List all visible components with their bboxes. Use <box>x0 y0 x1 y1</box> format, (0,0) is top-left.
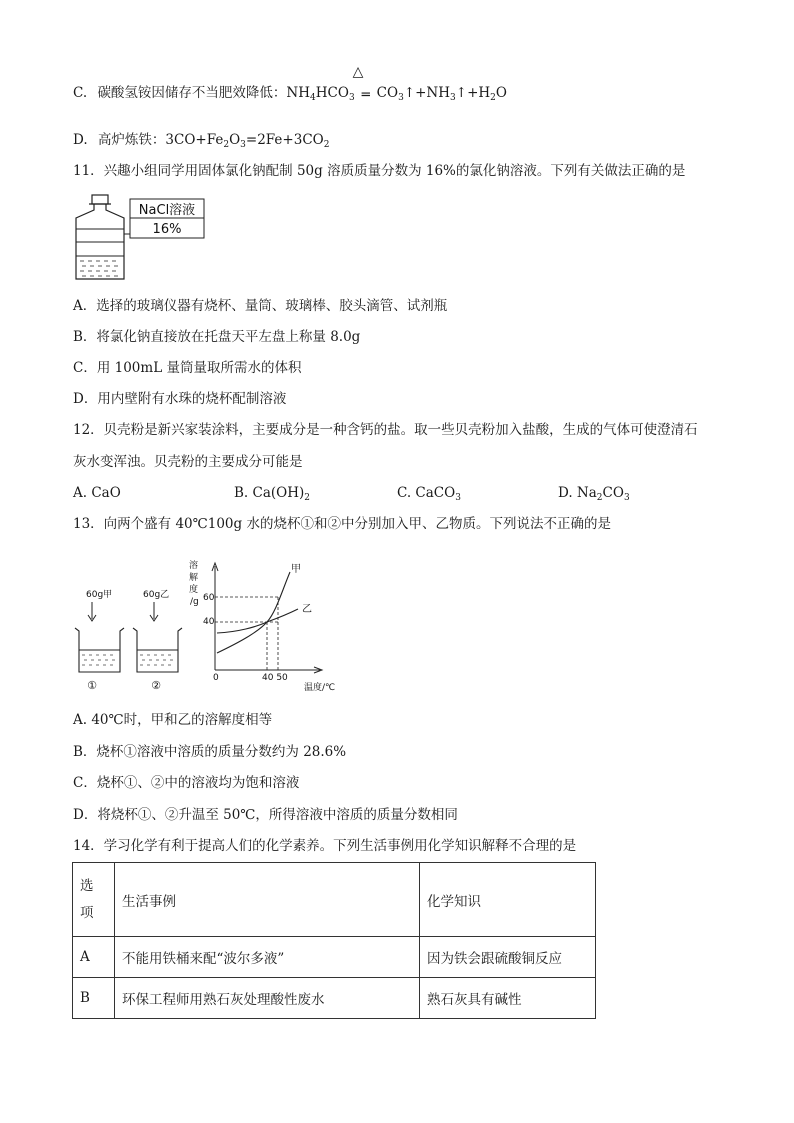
row-b-option: B <box>73 978 115 1019</box>
heating-condition-symbol: △ <box>352 64 364 80</box>
beaker1-number: ① <box>87 679 97 692</box>
q11-stem: 11．兴趣小组同学用固体氯化钠配制 50g 溶质质量分数为 16%的氯化钠溶液。下列有关做法正确的是 <box>73 163 686 179</box>
xlabel: 温度/℃ <box>304 683 336 693</box>
xticks-label: 40 50 <box>262 673 288 683</box>
series-jia-label: 甲 <box>291 564 301 575</box>
header-option: 选 项 <box>73 863 115 937</box>
bottle-stopper <box>92 195 108 204</box>
row-a-option: A <box>73 937 115 978</box>
q14-table <box>72 862 596 1019</box>
q12-option-a: A. CaO <box>73 485 121 501</box>
row-a-knowledge: 因为铁会跟硫酸铜反应 <box>420 937 596 978</box>
beaker1-label: 60g甲 <box>86 590 113 600</box>
bottle-liquid <box>80 261 118 276</box>
q13-stem: 13．向两个盛有 40℃100g 水的烧杯①和②中分别加入甲、乙物质。下列说法不正确的是 <box>73 516 611 532</box>
q13-figure-svg <box>70 556 350 696</box>
ylabel-char-3: 度 <box>189 585 199 595</box>
row-b-knowledge: 熟石灰具有碱性 <box>420 978 596 1019</box>
q12-option-d: D. $Na_2CO_3$ <box>558 485 630 503</box>
reagent-bottle-figure <box>70 191 210 283</box>
q12-option-b: B. $Ca(OH)_2$ <box>234 485 310 503</box>
label-tag-line1: NaCl溶液 <box>138 203 196 218</box>
beaker2-label: 60g乙 <box>143 590 170 600</box>
table-header-row <box>73 863 596 937</box>
ylabel-char-4: /g <box>190 597 199 607</box>
q12-option-c: C. CaCO$_3$ <box>397 485 461 503</box>
q11-option-d: D．用内壁附有水珠的烧杯配制溶液 <box>73 391 287 407</box>
ylabel-char-2: 解 <box>189 573 199 583</box>
curve-jia <box>217 572 290 653</box>
q10-option-d: D. 高炉炼铁：$3CO+Fe_2O_3=2Fe+3CO_2$ <box>73 132 330 150</box>
ytick-60: 60 <box>203 593 215 603</box>
q13-figure <box>70 556 350 696</box>
row-a-example: 不能用铁桶来配“波尔多液” <box>115 937 420 978</box>
q11-option-c: C．用 100mL 量筒量取所需水的体积 <box>73 360 302 376</box>
row-b-example: 环保工程师用熟石灰处理酸性废水 <box>115 978 420 1019</box>
reagent-bottle-svg <box>70 191 210 283</box>
beaker2-number: ② <box>151 679 161 692</box>
q11-option-a: A．选择的玻璃仪器有烧杯、量筒、玻璃棒、胶头滴管、试剂瓶 <box>73 298 448 314</box>
table-row <box>73 937 596 978</box>
table-row <box>73 978 596 1019</box>
ytick-40: 40 <box>203 617 215 627</box>
q12-stem-line1: 12．贝壳粉是新兴家装涂料，主要成分是一种含钙的盐。取一些贝壳粉加入盐酸，生成的气体可使澄清石 <box>73 422 698 438</box>
q14-stem: 14．学习化学有利于提高人们的化学素养。下列生活事例用化学知识解释不合理的是 <box>73 838 577 854</box>
q12-stem-line2: 灰水变浑浊。贝壳粉的主要成分可能是 <box>73 454 303 470</box>
q10-option-c: C. 碳酸氢铵因储存不当肥效降低：$NH_4HCO_3$ ═ $CO_3↑+NH_3↑+H_2O$ <box>73 85 507 103</box>
q13-option-d: D．将烧杯①、②升温至 50℃，所得溶液中溶质的质量分数相同 <box>73 807 458 823</box>
q11-option-b: B．将氯化钠直接放在托盘天平左盘上称量 8.0g <box>73 329 361 345</box>
header-life-example: 生活事例 <box>115 863 420 937</box>
curve-yi <box>217 609 298 633</box>
q13-option-a: A. 40℃时，甲和乙的溶解度相等 <box>73 712 273 728</box>
label-tag-line2: 16% <box>152 222 182 237</box>
q13-option-b: B．烧杯①溶液中溶质的质量分数约为 28.6% <box>73 744 347 760</box>
origin-label: 0 <box>213 673 219 683</box>
ylabel-char-1: 溶 <box>189 561 199 571</box>
q13-option-c: C．烧杯①、②中的溶液均为饱和溶液 <box>73 775 300 791</box>
solubility-graph <box>189 559 335 693</box>
header-chemistry-knowledge: 化学知识 <box>420 863 596 937</box>
series-yi-label: 乙 <box>302 604 312 615</box>
